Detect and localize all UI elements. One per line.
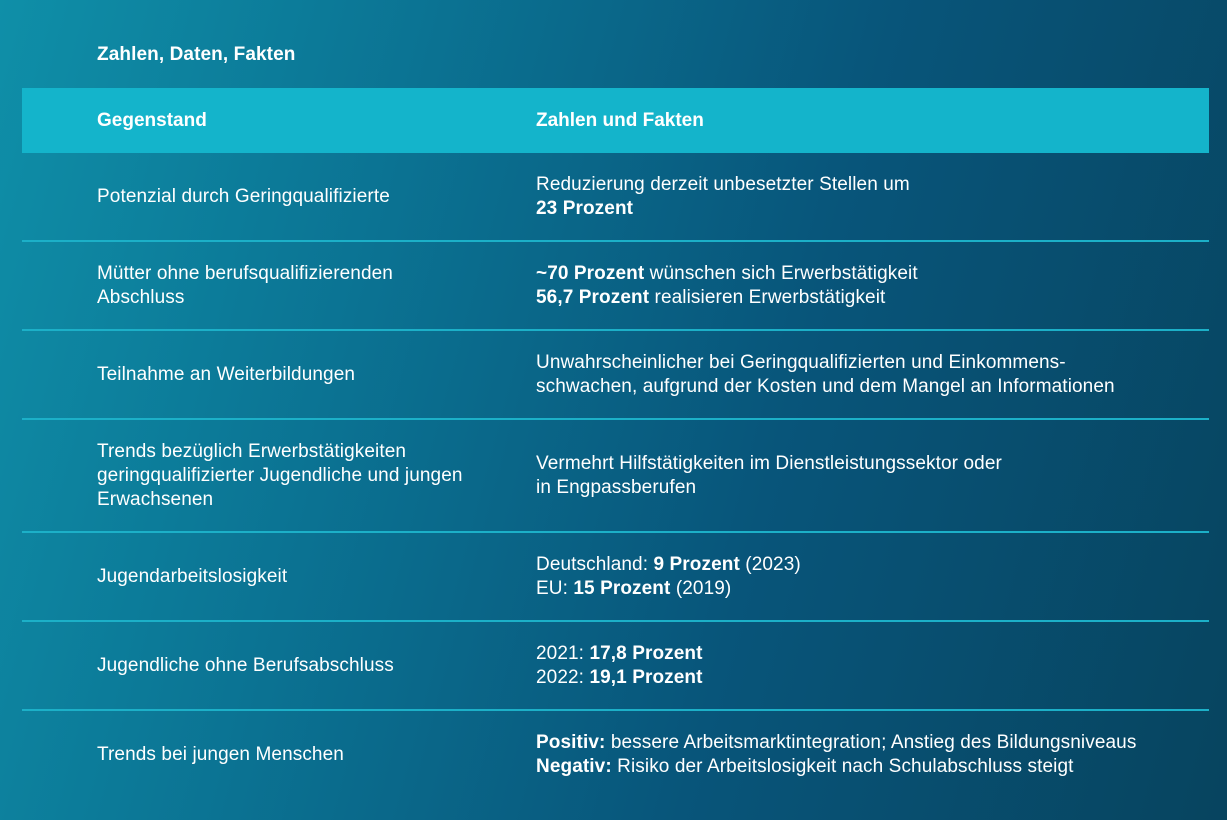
- facts-line: [536, 577, 801, 601]
- facts-line: [536, 731, 1136, 755]
- highlight-text: ~70 Prozent: [536, 262, 645, 284]
- highlight-text: 23 Prozent: [536, 197, 634, 219]
- highlight-text: 56,7 Prozent: [536, 286, 650, 308]
- facts-text: Unwahrscheinlicher bei Geringqualifizierten und Einkommens-: [536, 351, 1066, 373]
- highlight-text: Positiv:: [536, 731, 606, 753]
- highlight-text: 17,8 Prozent: [589, 642, 703, 664]
- highlight-text: 9 Prozent: [653, 553, 740, 575]
- facts-line: [536, 286, 918, 310]
- facts-text: schwachen, aufgrund der Kosten und dem Mangel an Informationen: [536, 375, 1115, 397]
- table-row: [22, 153, 1209, 242]
- facts-text: wünschen sich Erwerbstätigkeit: [644, 262, 918, 284]
- subject-line: Erwachsenen: [97, 488, 214, 510]
- subject-line: Trends bezüglich Erwerbstätigkeiten: [97, 440, 407, 462]
- facts-cell: [536, 242, 1196, 329]
- facts-text: realisieren Erwerbstätigkeit: [649, 286, 886, 308]
- facts-cell: [536, 331, 1196, 418]
- facts-line: [536, 375, 1115, 399]
- subject-line: Jugendliche ohne Berufsabschluss: [97, 654, 394, 676]
- table-row: [22, 533, 1209, 622]
- facts-text: Vermehrt Hilfstätigkeiten im Dienstleistungssektor oder: [536, 452, 1002, 474]
- facts-text: 2021:: [536, 642, 590, 664]
- subject-cell: [97, 533, 507, 620]
- facts-line: [536, 553, 801, 577]
- column-header-gegenstand: Gegenstand: [97, 110, 207, 131]
- subject-line: Abschluss: [97, 286, 185, 308]
- subject-line: Teilnahme an Weiterbildungen: [97, 363, 356, 385]
- subject-line: Potenzial durch Geringqualifizierte: [97, 185, 390, 207]
- facts-line: [536, 476, 1002, 500]
- subject-cell: [97, 711, 507, 798]
- subject-cell: [97, 153, 507, 240]
- facts-table: [22, 88, 1209, 798]
- subject-line: Mütter ohne berufsqualifizierenden: [97, 262, 393, 284]
- facts-text: in Engpassberufen: [536, 476, 697, 498]
- facts-line: [536, 262, 918, 286]
- facts-text: 2022:: [536, 666, 590, 688]
- page-title: Zahlen, Daten, Fakten: [97, 44, 296, 65]
- highlight-text: 15 Prozent: [573, 577, 671, 599]
- facts-cell: [536, 420, 1196, 531]
- facts-line: [536, 755, 1136, 779]
- facts-line: [536, 351, 1115, 375]
- highlight-text: Negativ:: [536, 755, 612, 777]
- facts-line: [536, 452, 1002, 476]
- table-row: [22, 711, 1209, 798]
- facts-text: EU:: [536, 577, 574, 599]
- facts-line: [536, 173, 910, 197]
- facts-text: Risiko der Arbeitslosigkeit nach Schulabschluss steigt: [611, 755, 1074, 777]
- table-row: [22, 420, 1209, 533]
- table-header: [22, 88, 1209, 153]
- table-row: [22, 622, 1209, 711]
- facts-text: (2019): [670, 577, 732, 599]
- subject-cell: [97, 331, 507, 418]
- facts-cell: [536, 153, 1196, 240]
- facts-cell: [536, 533, 1196, 620]
- highlight-text: 19,1 Prozent: [589, 666, 703, 688]
- facts-text: bessere Arbeitsmarktintegration; Anstieg des Bildungsniveaus: [605, 731, 1137, 753]
- facts-line: [536, 197, 910, 221]
- facts-text: (2023): [739, 553, 801, 575]
- facts-cell: [536, 711, 1196, 798]
- subject-cell: [97, 420, 507, 531]
- column-header-zahlen-und-fakten: Zahlen und Fakten: [536, 110, 704, 131]
- subject-cell: [97, 622, 507, 709]
- table-body: [22, 153, 1209, 798]
- table-row: [22, 242, 1209, 331]
- subject-line: Trends bei jungen Menschen: [97, 743, 344, 765]
- subject-line: Jugendarbeitslosigkeit: [97, 565, 288, 587]
- facts-text: Deutschland:: [536, 553, 654, 575]
- facts-line: [536, 666, 703, 690]
- facts-cell: [536, 622, 1196, 709]
- subject-cell: [97, 242, 507, 329]
- table-row: [22, 331, 1209, 420]
- facts-line: [536, 642, 703, 666]
- subject-line: geringqualifizierter Jugendliche und jungen: [97, 464, 463, 486]
- facts-text: Reduzierung derzeit unbesetzter Stellen um: [536, 173, 910, 195]
